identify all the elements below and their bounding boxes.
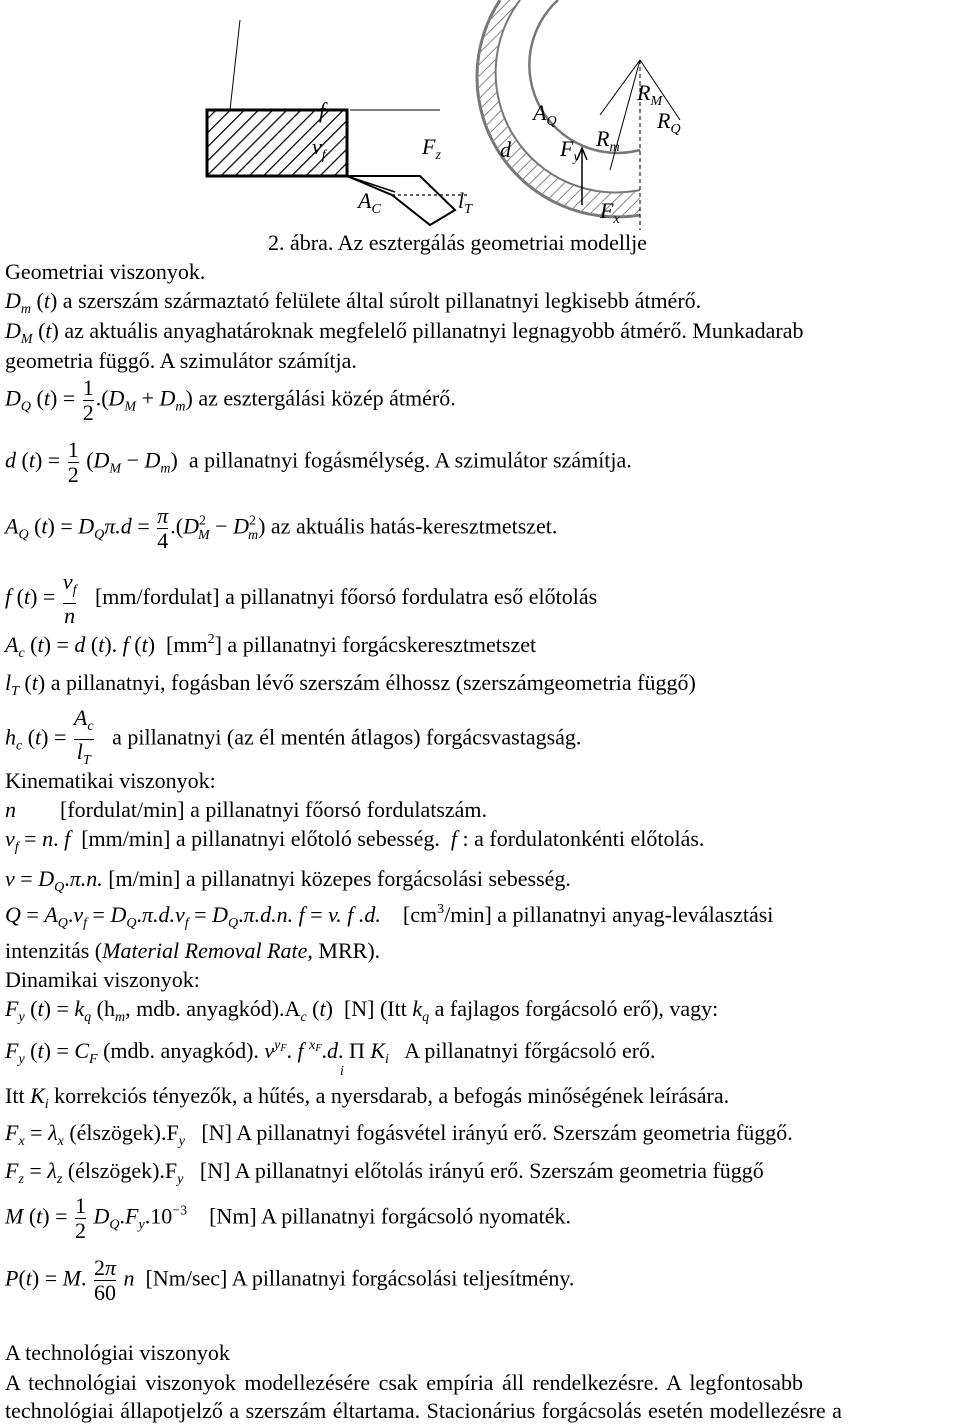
figure-caption: 2. ábra. Az esztergálás geometriai modellje	[268, 230, 647, 255]
line-Q-2: intenzitás (Material Removal Rate, MRR).	[5, 938, 381, 963]
eq-DQ: $D_Q$ (t) = $\frac{1}{2}$ $.(D_M + D_m)$ az esztergálási közép átmérő.	[5, 375, 456, 425]
label-Fx: $F_x$	[600, 198, 620, 227]
label-RM: $R_M$	[637, 80, 663, 109]
label-lT: $l_T$	[458, 188, 472, 217]
line-vf: $v_f = n$. f [mm/min] a pillanatnyi előtoló sebesség. f : a fordulatonkénti előtolás.	[5, 826, 705, 855]
line-v: $v = D_Q.\pi.n$. [m/min] a pillanatnyi közepes forgácsolási sebesség.	[5, 866, 571, 895]
label-AQ: $A_Q$	[533, 100, 557, 129]
eq-M: M (t) = $\frac{1}{2}$ $D_Q.F_y.10^{-3}$ [Nm] A pillanatnyi forgácsoló nyomaték.	[5, 1193, 572, 1243]
eq-Fy2: $F_y$ $(t) = C_F$ (mdb. anyagkód). $v^{y_F}$. f $^{x_F}$.d. Π $K_i$ A pillanatnyi főrgácsoló erő. i	[5, 1038, 656, 1079]
tool-holder	[207, 110, 347, 176]
line-n: n [fordulat/min] a pillanatnyi főorsó fordulatszám.	[5, 797, 488, 822]
label-RQ: $R_Q$	[657, 108, 681, 137]
tech-heading: A technológiai viszonyok	[5, 1340, 230, 1365]
eq-hc: $h_c$ (t) = $\frac{A_c}{l_T}$ a pillanatnyi (az él mentén átlagos) forgácsvastagság.	[5, 706, 581, 773]
geom-heading: Geometriai viszonyok.	[5, 259, 206, 284]
tech-paragraph-2: technológiai állapotjelző a szerszám éltartama. Stacionárius forgácsolás esetén modellezésre a	[5, 1398, 842, 1423]
label-d: d	[500, 137, 511, 162]
eq-Q: $Q = A_Q.v_f = D_Q.\pi.d.v_f = D_Q.\pi.d.n$. f = v. f .d. $[cm^3/\min]$ a pillanatnyi anyag-leválasztási	[5, 902, 774, 931]
label-AC: $A_C$	[358, 188, 381, 217]
line-Ki: Itt $K_i$ korrekciós tényezők, a hűtés, a nyersdarab, a befogás minőségének leírására.	[5, 1083, 730, 1112]
line-Dm: $D_m$ (t) a szerszám származtató felülete által súrolt pillanatnyi legkisebb átmérő.	[5, 288, 702, 317]
label-Fy: $F_y$	[560, 136, 580, 165]
turning-geometry-figure	[0, 0, 960, 230]
eq-Fy1: $F_y$ $(t) = k_q$ ($h_m$, mdb. $anyagkód).A_c$ (t) [N] (Itt $k_q$ a fajlagos forgácsoló erő), vagy:	[5, 996, 719, 1025]
eq-P: P(t) = M. $\frac{2\pi}{60}$ n [Nm/sec] A pillanatnyi forgácsolási teljesítmény.	[5, 1255, 575, 1305]
line-DM-2: geometria függő. A szimulátor számítja.	[5, 348, 357, 373]
label-Fz: $F_z$	[422, 134, 441, 163]
eq-Fx: $F_x = \lambda_x$ $(élszögek).F_y$ [N] A pillanatnyi fogásvétel irányú erő. Szerszám geometria függő.	[5, 1120, 793, 1149]
eq-AQ: $A_Q$ $(t) = D_Q\pi.d$ = $\frac{\pi}{4}$ $.(D^2_M - D^2_m)$ az aktuális hatás-keresztmetszet.	[5, 503, 558, 553]
label-Rm: $R_m$	[596, 126, 620, 155]
kin-heading: Kinematikai viszonyok:	[5, 768, 216, 793]
eq-f: f (t) = $\frac{v_f}{n}$ [mm/fordulat] a pillanatnyi főorsó fordulatra eső előtolás	[5, 569, 598, 628]
eq-Fz: $F_z = \lambda_z$ $(élszögek).F_y$ [N] A pillanatnyi előtolás irányú erő. Szerszám geometria függő	[5, 1158, 764, 1187]
din-heading: Dinamikai viszonyok:	[5, 967, 200, 992]
label-f: f	[319, 98, 326, 123]
tech-paragraph-1: A technológiai viszonyok modellezésére csak empíria áll rendelkezésre. A legfontosabb	[5, 1370, 803, 1395]
label-vf: $v_f$	[312, 134, 326, 163]
line-lT: $l_T$ (t) a pillanatnyi, fogásban lévő szerszám élhossz (szerszámgeometria függő)	[5, 670, 696, 699]
eq-Ac: $A_c$ (t) = d (t). f (t) $[mm^2]$ a pillanatnyi forgácskeresztmetszet	[5, 632, 537, 661]
eq-d: d (t) = $\frac{1}{2}$ $(D_M - D_m)$ a pillanatnyi fogásmélység. A szimulátor számítja.	[5, 437, 632, 487]
line-DM: $D_M$ (t) az aktuális anyaghatároknak megfelelő pillanatnyi legnagyobb átmérő. Munkadarab	[5, 318, 804, 347]
